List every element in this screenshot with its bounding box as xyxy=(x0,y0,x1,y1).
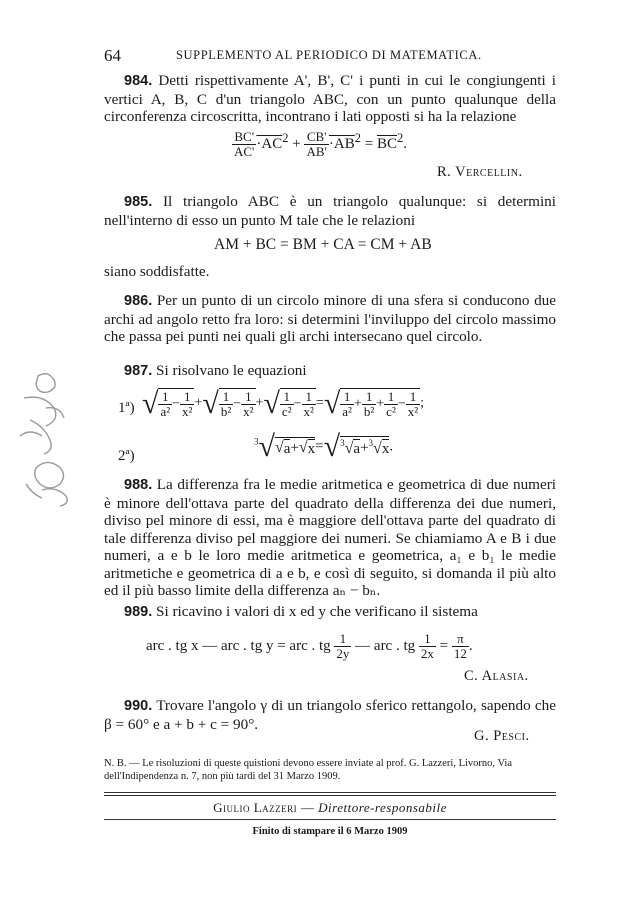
problem-985: 985. Il triangolo ABC è un triangolo qualunque: si determini nell'interno di esso un punto M tale che le relazioni xyxy=(104,193,557,229)
equation-987-1: √ $\frac{1}{\text{a²}}$ − $\frac{1}{\text{x²}}$ +√ $\frac{1}{\text{b²}}$ − $\frac{1}{\text{x²}}$ +√ $\frac{1}{\text{c²}}$ − $\frac{1}{\text{x²}}$ =√ $\frac{1}{\text{a²}}$ + $\frac{1}{\text{b²}}$ + $\frac{1}{\text{c²}}$ − $\frac{1}{\text{x²}}$ ; xyxy=(142,386,425,420)
footnote: N. B. — Le risoluzioni di queste quistioni devono essere inviate al prof. G. Lazzeri, Livorno, Via dell'Indipendenza n. 7, non più tardi del 31 Marzo 1909. xyxy=(104,758,512,782)
formula-989: arc . tg x — arc . tg y = arc . tg $\frac{1}{2y}$ — arc . tg $\frac{1}{2x}$ = $\frac{\pi}{12}$ . xyxy=(146,631,473,661)
problem-989: 989. Si ricavino i valori di x ed y che verificano il sistema xyxy=(124,603,478,620)
formula-985: AM + BC = BM + CA = CM + AB xyxy=(214,236,432,253)
fraction: $\frac{BC'}{AC'}$ xyxy=(234,129,255,159)
problem-number: 984. xyxy=(124,73,153,89)
equation-987-2-label: 2ª) xyxy=(118,448,135,464)
problem-988: 988. La differenza fra le medie aritmetica e geometrica di due numeri è minore dell'ottava parte del quadrato della differenza dei due numeri, diviso pel minore di essi, ma è maggiore dell'ottava parte del quadrato di tale differenza diviso pel maggiore dei numeri. Se chiamiamo A e B i due numeri, a e b le loro medie aritmetica e geometrica, a₁ e b₁ le medie aritmetiche e geometrica di a e b, e così di seguito, si domanda il più alto ed il più basso limite della differenza aₙ − bₙ. xyxy=(104,476,557,599)
problem-text: Detti rispettivamente A', B', C' i punti in cui le congiungenti i vertici A, B, C d'un triangolo ABC, con un punto qualunque della circonferenza circoscritta, incontrano i lati opposti si ha la relazione xyxy=(104,72,557,125)
rule-top xyxy=(104,792,556,793)
rule-bottom xyxy=(104,819,556,820)
signature-989: C. Alasia. xyxy=(464,668,529,684)
problem-987: 987. Si risolvano le equazioni xyxy=(124,362,307,379)
running-title: SUPPLEMENTO AL PERIODICO DI MATEMATICA. xyxy=(176,48,482,62)
problem-990: 990. Trovare l'angolo γ di un triangolo sferico rettangolo, sapendo che β = 60° e a + b + c = 90°. xyxy=(104,697,556,733)
director-signature: Giulio Lazzeri — Direttore-responsabile xyxy=(213,800,447,815)
print-date: Finito di stampare il 6 Marzo 1909 xyxy=(252,826,408,837)
problem-986: 986. Per un punto di un circolo minore di una sfera si conducono due archi ad angolo retto fra loro: si determini l'inviluppo del circolo massimo che passa pei punti nei quali gli archi intersecano quel circolo. xyxy=(104,292,556,345)
signature-990: G. Pesci. xyxy=(474,728,530,744)
signature-984: R. Vercellin. xyxy=(437,164,523,180)
page-number: 64 xyxy=(104,46,121,65)
problem-984 xyxy=(104,72,556,126)
formula-984: $\frac{BC'}{AC'}$ $\cdot AC^2$ + $\frac{CB'}{AB'}$ $\cdot AB^2 = \overline{BC}^2$. xyxy=(234,129,407,159)
equation-987-2: $^3$√√a+√x=√$^3$√a+$^3$√x. xyxy=(254,430,394,463)
margin-smudge-mark xyxy=(16,368,96,518)
rule-top-2 xyxy=(104,795,556,796)
equation-987-1-label: 1ª) xyxy=(118,400,135,416)
fraction: $\frac{CB'}{AB'}$ xyxy=(306,129,327,159)
problem-985-after: siano soddisfatte. xyxy=(104,263,210,280)
